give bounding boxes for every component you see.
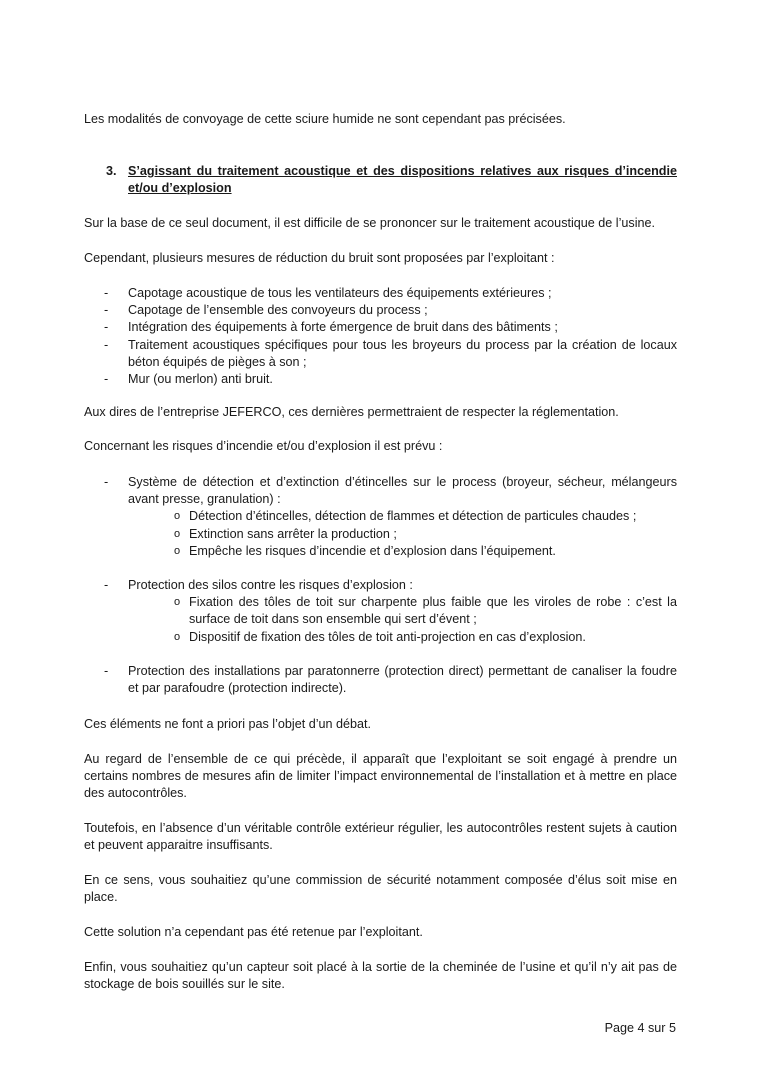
paragraph-no-debate: Ces éléments ne font a priori pas l’objet d’un débat. [84, 717, 372, 731]
list-item: - Traitement acoustiques spécifiques pour tous les broyeurs du process par la création de locaux béton équipés de pièges à son ; [104, 337, 677, 369]
paragraph-summary: Au regard de l’ensemble de ce qui précède, il apparaît que l’exploitant se soit engagé à prendre un certains nombres de mesures afin de limiter l’impact environnemental de l’installation et à mettre en place des autocontrôles. [84, 752, 677, 801]
sub-list-item: o Dispositif de fixation des tôles de toit anti-projection en cas d’explosion. [174, 629, 586, 644]
list-item: - Capotage acoustique de tous les ventilateurs des équipements extérieures ; [104, 286, 552, 300]
paragraph-fire-intro: Concernant les risques d’incendie et/ou d’explosion il est prévu : [84, 439, 443, 453]
sub-list-item: o Empêche les risques d’incendie et d’explosion dans l’équipement. [174, 543, 556, 558]
paragraph-autocontroles: Toutefois, en l’absence d’un véritable contrôle extérieur régulier, les autocontrôles restent sujets à caution et peuvent apparaitre insuffisants. [84, 821, 677, 853]
list-item: - Protection des silos contre les risques d’explosion : o Fixation des tôles de toit sur charpente plus faible que les viroles de robe : c’est la surface de toit dans son ensemble qui sert d’évent ; o Dispositif de fixation des tôles de toit anti-projection en cas d’explosion. [84, 577, 677, 646]
list-item: - Mur (ou merlon) anti bruit. [104, 372, 273, 387]
paragraph-convoyage: Les modalités de convoyage de cette sciure humide ne sont cependant pas précisées. [84, 112, 566, 126]
noise-measures-list [84, 285, 677, 388]
sub-list [84, 508, 677, 560]
paragraph-commission: En ce sens, vous souhaitiez qu’une commission de sécurité notamment composée d’élus soit mise en place. [84, 873, 677, 905]
section-title: S’agissant du traitement acoustique et des dispositions relatives aux risques d’incendie et/ou d’explosion [128, 164, 677, 196]
paragraph-capteur: Enfin, vous souhaitiez qu’un capteur soit placé à la sortie de la cheminée de l’usine et qu’il n’y ait pas de stockage de bois souillés sur le site. [84, 960, 677, 992]
list-item: - Système de détection et d’extinction d’étincelles sur le process (broyeur, sécheur, mélangeurs avant presse, granulation) : o Détection d’étincelles, détection de flammes et détection de particules chaudes ; o Extinction sans arrêter la production ; o Empêche les risques d’incendie et d’explosion dans l’équipement. [84, 474, 677, 560]
page-number: Page 4 sur 5 [604, 1021, 676, 1035]
fire-measures-list [84, 474, 677, 560]
paragraph-not-retained: Cette solution n’a cependant pas été retenue par l’exploitant. [84, 925, 423, 939]
paragraph-noise-measures-intro: Cependant, plusieurs mesures de réduction du bruit sont proposées par l’exploitant : [84, 251, 555, 265]
sub-list-item: o Extinction sans arrêter la production ; [174, 526, 397, 541]
list-item: - Capotage de l’ensemble des convoyeurs du process ; [104, 303, 428, 318]
list-item: - Protection des installations par paratonnerre (protection direct) permettant de canaliser la foudre et par parafoudre (protection indirecte). [104, 664, 677, 696]
sub-list [84, 594, 677, 646]
list-item: - Intégration des équipements à forte émergence de bruit dans des bâtiments ; [104, 320, 558, 335]
section-number: 3. [106, 164, 117, 178]
fire-measures-list-silos [84, 577, 677, 646]
section-heading-3 [84, 163, 677, 197]
paragraph-jeferco: Aux dires de l’entreprise JEFERCO, ces dernières permettraient de respecter la réglementation. [84, 405, 619, 419]
sub-list-item: o Détection d’étincelles, détection de flammes et détection de particules chaudes ; [174, 509, 637, 524]
fire-measures-list-lightning [84, 663, 677, 697]
sub-list-item: o Fixation des tôles de toit sur charpente plus faible que les viroles de robe : c’est la surface de toit dans son ensemble qui sert d’évent ; [174, 595, 677, 627]
paragraph-acoustic-intro: Sur la base de ce seul document, il est difficile de se prononcer sur le traitement acoustique de l’usine. [84, 216, 656, 230]
